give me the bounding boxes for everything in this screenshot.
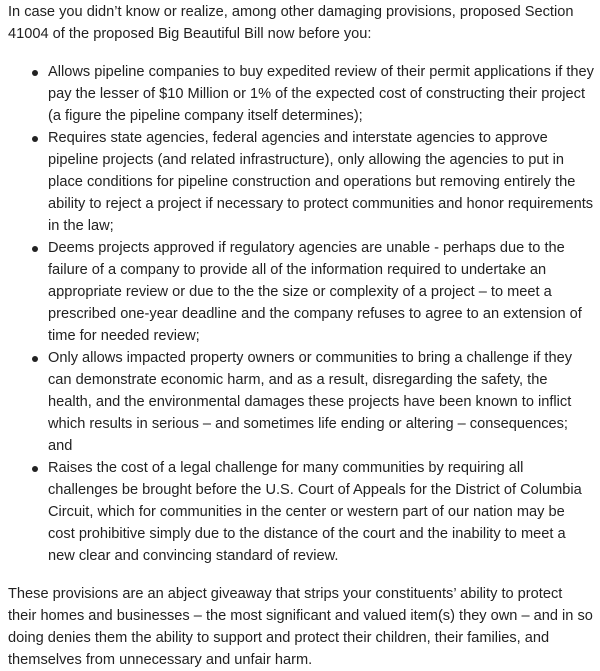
list-item-text: Deems projects approved if regulatory agencies are unable - perhaps due to the failure of a company to provide all of the information required to undertake an appropriate review or due to the the size or complexity of a project – to meet a prescribed one-year deadline and the company refuses to agree to an extension of time for needed review;: [48, 240, 582, 344]
provisions-list: [8, 61, 594, 567]
list-item-text: Requires state agencies, federal agencies and interstate agencies to approve pipeline projects (and related infrastructure), only allowing the agencies to put in place conditions for pipeline construction and operations but removing entirely the ability to reject a project if necessary to protect communities and honor requirements in the law;: [48, 130, 594, 234]
bullet-icon: [32, 136, 38, 142]
list-item: [48, 347, 594, 457]
list-item-text: Allows pipeline companies to buy expedited review of their permit applications if they pay the lesser of $10 Million or 1% of the expected cost of constructing their project (a figure the pipeline company itself determines);: [48, 64, 594, 124]
list-item: [48, 127, 594, 237]
list-item: [48, 457, 594, 567]
bullet-icon: [32, 246, 38, 252]
list-item: [48, 237, 594, 347]
bullet-icon: [32, 70, 38, 76]
bullet-icon: [32, 466, 38, 472]
list-item: [48, 61, 594, 127]
conclusion-paragraph: These provisions are an abject giveaway that strips your constituents’ ability to protect their homes and businesses – the most significant and valued item(s) they own – and in so doing denies them the ability to support and protect their children, their families, and themselves from unnecessary and unfair harm.: [8, 586, 593, 668]
bullet-icon: [32, 356, 38, 362]
list-item-text: Raises the cost of a legal challenge for many communities by requiring all challenges be brought before the U.S. Court of Appeals for the District of Columbia Circuit, which for communities in the center or western part of our nation may be cost prohibitive simply due to the distance of the court and the inability to meet a new clear and convincing standard of review.: [48, 460, 582, 564]
list-item-text: Only allows impacted property owners or communities to bring a challenge if they can demonstrate economic harm, and as a result, disregarding the safety, the health, and the environmental damages these projects have been known to inflict which results in serious – and sometimes life ending or altering – consequences; and: [48, 350, 572, 454]
intro-paragraph: In case you didn’t know or realize, among other damaging provisions, proposed Section 41004 of the proposed Big Beautiful Bill now before you:: [8, 4, 574, 42]
